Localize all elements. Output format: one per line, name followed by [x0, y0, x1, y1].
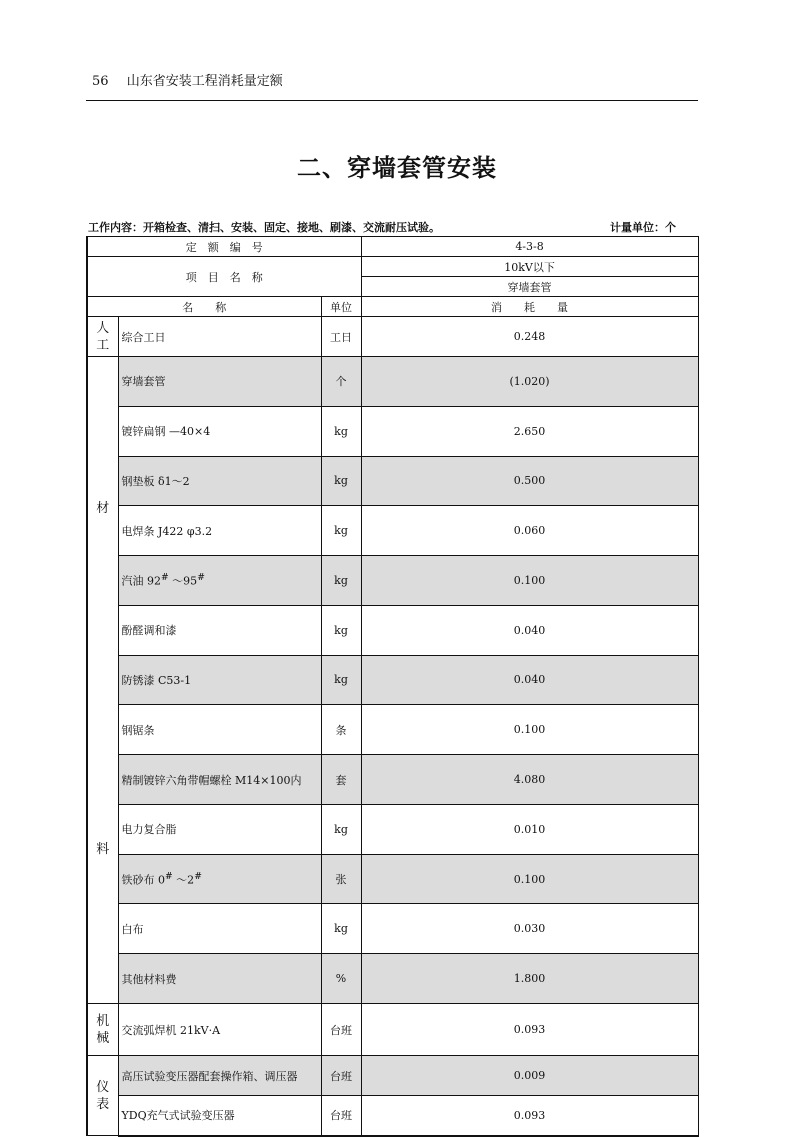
spec-cell: 10kV以下: [361, 257, 698, 277]
material-name: 铁砂布 0# ～2#: [118, 854, 321, 904]
material-value: 0.100: [361, 556, 698, 606]
material-name: 精制镀锌六角带帽螺栓 M14×100内: [118, 755, 321, 805]
column-header-row: [87, 297, 698, 317]
material-unit: kg: [321, 556, 361, 606]
material-value: 0.040: [361, 605, 698, 655]
item-name-row: [87, 257, 698, 277]
item-cell: 穿墙套管: [361, 277, 698, 297]
col-consumption-header: 消 耗 量: [361, 297, 698, 317]
material-value: 4.080: [361, 755, 698, 805]
table-row: [87, 556, 698, 606]
material-unit: kg: [321, 804, 361, 854]
category-machine: 机 械: [87, 1004, 118, 1056]
unit-of-measure: 计量单位：个: [610, 221, 676, 234]
material-value: 0.009: [361, 1056, 698, 1096]
table-row: [87, 655, 698, 705]
material-unit: 台班: [321, 1056, 361, 1096]
material-unit: 工日: [321, 317, 361, 357]
table-row: [87, 406, 698, 456]
table-row: [87, 456, 698, 506]
material-value: 0.093: [361, 1004, 698, 1056]
material-name: 镀锌扁钢 —40×4: [118, 406, 321, 456]
table-row: [87, 755, 698, 805]
material-unit: kg: [321, 655, 361, 705]
quota-number: 4-3-8: [361, 237, 698, 257]
material-value: 2.650: [361, 406, 698, 456]
material-name: 高压试验变压器配套操作箱、调压器: [118, 1056, 321, 1096]
running-header: [86, 74, 698, 90]
table-row: [87, 506, 698, 556]
material-unit: 台班: [321, 1096, 361, 1136]
work-content-label: 工作内容：: [88, 221, 143, 234]
material-name: 电力复合脂: [118, 804, 321, 854]
table-row: [87, 1096, 698, 1136]
material-name: 电焊条 J422 φ3.2: [118, 506, 321, 556]
table-row: [87, 954, 698, 1004]
material-name: 穿墙套管: [118, 357, 321, 407]
material-value: (1.020): [361, 357, 698, 407]
material-value: 1.800: [361, 954, 698, 1004]
book-title: 山东省安装工程消耗量定额: [126, 74, 283, 89]
material-name: 白布: [118, 904, 321, 954]
table-row: [87, 705, 698, 755]
material-value: 0.040: [361, 655, 698, 705]
section-title: 二、穿墙套管安装: [297, 154, 497, 182]
material-name: 综合工日: [118, 317, 321, 357]
header-rule: [86, 100, 698, 101]
material-value: 0.060: [361, 506, 698, 556]
table-row: [87, 854, 698, 904]
material-name: 其他材料费: [118, 954, 321, 1004]
material-unit: kg: [321, 456, 361, 506]
material-unit: kg: [321, 506, 361, 556]
material-name: 防锈漆 C53-1: [118, 655, 321, 705]
table-row: [87, 1004, 698, 1056]
work-content-value: 开箱检查、清扫、安装、固定、接地、刷漆、交流耐压试验。: [143, 221, 440, 234]
col-name-header: 名 称: [87, 297, 321, 317]
material-name: 汽油 92# ～95#: [118, 556, 321, 606]
material-unit: kg: [321, 605, 361, 655]
category-labor: 人 工: [87, 317, 118, 357]
category-instrument: 仪 表: [87, 1056, 118, 1136]
table-row: [87, 605, 698, 655]
quota-table: [86, 236, 699, 1137]
quota-number-label: 定 额 编 号: [87, 237, 361, 257]
material-value: 0.248: [361, 317, 698, 357]
material-value: 0.500: [361, 456, 698, 506]
material-unit: kg: [321, 904, 361, 954]
table-row: [87, 357, 698, 407]
table-row: [87, 904, 698, 954]
material-unit: 张: [321, 854, 361, 904]
material-name: 交流弧焊机 21kV·A: [118, 1004, 321, 1056]
material-name: 钢锯条: [118, 705, 321, 755]
category-material: 材 料: [87, 357, 118, 1004]
material-unit: kg: [321, 406, 361, 456]
material-name: YDQ充气式试验变压器: [118, 1096, 321, 1136]
table-row: [87, 317, 698, 357]
material-name: 酚醛调和漆: [118, 605, 321, 655]
table-row: [87, 804, 698, 854]
table-row: [87, 1056, 698, 1096]
material-unit: 套: [321, 755, 361, 805]
item-name-label: 项 目 名 称: [87, 257, 361, 297]
col-unit-header: 单位: [321, 297, 361, 317]
material-unit: %: [321, 954, 361, 1004]
material-value: 0.100: [361, 705, 698, 755]
material-unit: 条: [321, 705, 361, 755]
material-unit: 个: [321, 357, 361, 407]
material-value: 0.093: [361, 1096, 698, 1136]
material-value: 0.100: [361, 854, 698, 904]
material-name: 钢垫板 δ1～2: [118, 456, 321, 506]
material-value: 0.010: [361, 804, 698, 854]
material-value: 0.030: [361, 904, 698, 954]
page-number: 56: [92, 74, 109, 89]
quota-number-row: [87, 237, 698, 257]
work-content: [88, 219, 440, 235]
material-unit: 台班: [321, 1004, 361, 1056]
